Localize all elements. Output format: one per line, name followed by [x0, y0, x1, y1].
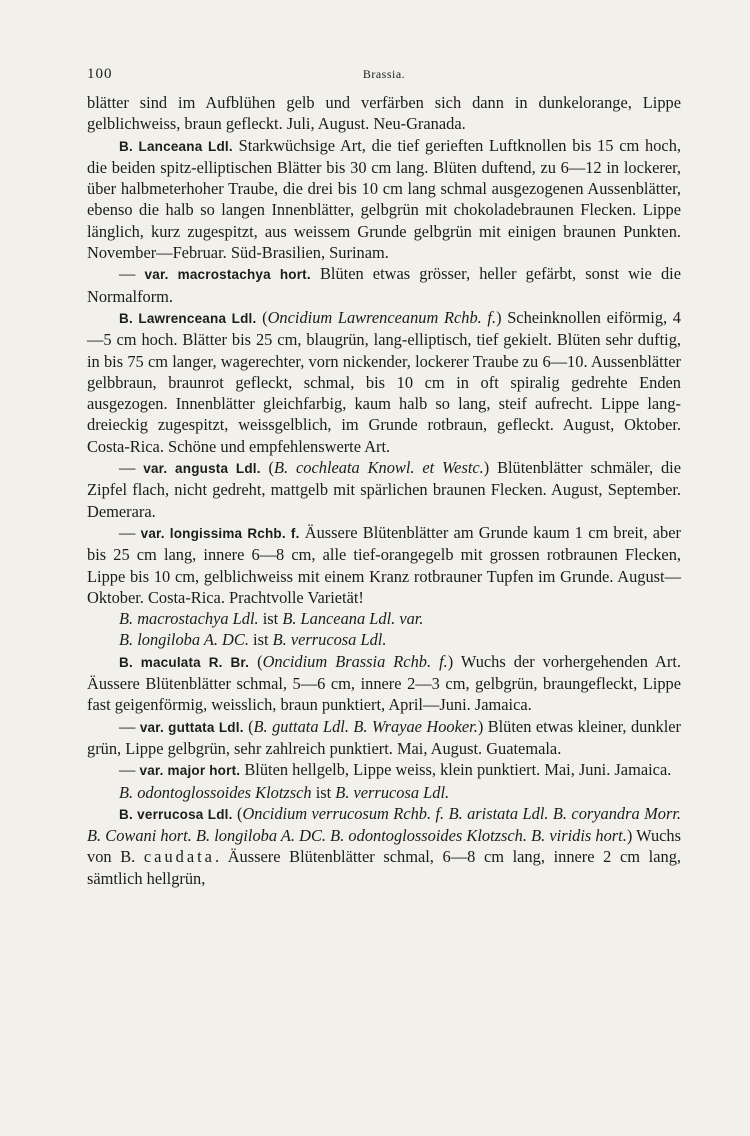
- taxon-name: var. major hort.: [139, 763, 241, 779]
- taxon-name: B. Lanceana Ldl.: [119, 138, 233, 154]
- paragraph: [87, 608, 681, 629]
- run-text: ) Blütenblätter schmäler, die Zipfel flach, nicht gedreht, mattgelb mit spärlichen braunen Flecken. August, September. Demerara.: [87, 458, 681, 521]
- paragraph: [87, 782, 681, 803]
- body-text: [87, 92, 681, 889]
- paragraph: [87, 803, 681, 889]
- synonym-text: Oncidium verrucosum Rchb. f. B. aristata Ldl. B. coryandra Morr. B. Cowani hort. B. longiloba A. DC. B. odontoglossoides Klotzsch. B. viridis hort.: [87, 803, 681, 846]
- synonym-text: Oncidium Lawrenceanum Rchb. f.: [267, 307, 497, 327]
- run-text: B. macrostachya Ldl.: [119, 609, 263, 629]
- synonym-text: Oncidium Brassia Rchb. f.: [262, 651, 448, 671]
- paragraph: [87, 263, 681, 307]
- run-text: . Äussere Blütenblätter schmal, 6—8 cm lang, innere 2 cm lang, sämtlich hellgrün,: [87, 847, 681, 888]
- running-title: Brassia.: [362, 67, 406, 81]
- run-text: (: [256, 307, 268, 327]
- run-text: (: [260, 458, 275, 478]
- run-text: B. verrucosa Ldl.: [331, 782, 450, 802]
- paragraph: [87, 457, 681, 522]
- run-text: B. Lanceana Ldl. var.: [278, 609, 424, 629]
- spaced-name: caudata: [143, 847, 215, 867]
- synonym-text: B. cochleata Knowl. et Westc.: [274, 458, 484, 478]
- taxon-name: var. angusta Ldl.: [143, 461, 261, 477]
- run-text: ) Scheinknollen eiförmig, 4—5 cm hoch. Blätter bis 25 cm, blaugrün, lang-elliptisch, tief gekielt. Blüten sehr duftig, in bis 75 cm langer, wagerechter, vorn nickender, lockerer Traube zu 6—10. Aussenblätter gelbbraun, braunrot gefleckt, schmal, bis 10 cm in oft spiralig gedrehte Enden ausgezogen. Innenblätter gleichfarbig, kaum halb so lang, steif aufrecht. Lippe lang-dreieckig zugespitzt, weissgelblich, im Grunde rotbraun, gefleckt. August, Oktober. Costa-Rica. Schöne und empfehlenswerte Art.: [87, 307, 682, 456]
- run-text: —: [119, 522, 141, 542]
- run-text: (: [249, 651, 263, 671]
- paragraph: [87, 522, 681, 608]
- taxon-name: B. verrucosa Ldl.: [119, 806, 233, 822]
- taxon-name: var. macrostachya hort.: [144, 267, 311, 283]
- run-text: Blüten hellgelb, Lippe weiss, klein punktiert. Mai, Juni. Jamaica.: [240, 760, 672, 780]
- run-text: —: [119, 760, 140, 780]
- run-text: B. odontoglossoides Klotzsch: [119, 782, 316, 802]
- synonym-text: B. guttata Ldl. B. Wrayae Hooker.: [253, 716, 478, 736]
- run-text: (: [243, 716, 254, 736]
- run-text: —: [119, 264, 145, 284]
- page-header: [87, 66, 681, 86]
- taxon-name: var. longissima Rchb. f.: [140, 525, 300, 541]
- connector-text: ist: [253, 630, 269, 650]
- run-text: ) Wuchs von B.: [87, 826, 681, 867]
- run-text: (: [232, 803, 243, 823]
- page-number: 100: [87, 66, 113, 82]
- run-text: B. longiloba A. DC.: [119, 630, 254, 650]
- run-text: ) Wuchs der vorhergehenden Art. Äussere Blütenblätter schmal, 5—6 cm, innere 2—3 cm, gelbgrün, braungefleckt, Lippe fast geigenförmig, weisslich, braun punktiert, April—Juni. Jamaica.: [87, 651, 681, 715]
- run-text: —: [119, 716, 140, 736]
- run-text: Starkwüchsige Art, die tief gerieften Luftknollen bis 15 cm hoch, die beiden spitz-elliptischen Blätter bis 30 cm lang. Blüten duftend, zu 6—12 in lockerer, über halbmeterhoher Traube, die drei bis 10 cm lang schmal ausgezogenen Aussenblätter, ebenso die halb so langen Innenblätter, gelbgrün mit chokoladebraunen Flecken. Lippe länglich, kurz zugespitzt, aus weissem Grunde gelbgrün mit einigen braunen Punkten. November—Februar. Süd-Brasilien, Surinam.: [87, 135, 681, 263]
- paragraph: [87, 629, 681, 650]
- paragraph: [87, 135, 681, 264]
- taxon-name: B. maculata R. Br.: [119, 654, 250, 670]
- run-text: Äussere Blütenblätter am Grunde kaum 1 cm breit, aber bis 25 cm lang, innere 6—8 cm, alle tief-orangegelb mit grossen rotbraunen Flecken, Lippe bis 10 cm, gelblichweiss mit einem Kranz rotbrauner Tupfen im Grunde. August—Oktober. Costa-Rica. Prachtvolle Varietät!: [87, 522, 681, 607]
- taxon-name: var. guttata Ldl.: [139, 719, 244, 735]
- paragraph: [87, 307, 681, 457]
- taxon-name: B. Lawrenceana Ldl.: [119, 310, 257, 326]
- run-text: blätter sind im Aufblühen gelb und verfärben sich dann in dunkelorange, Lippe gelblichweiss, braun gefleckt. Juli, August. Neu-Granada.: [87, 93, 681, 134]
- run-text: ) Blüten etwas kleiner, dunkler grün, Lippe gelbgrün, sehr zahlreich punktiert. Mai, August. Guatemala.: [87, 716, 682, 758]
- paragraph: [87, 716, 681, 760]
- paragraph: [87, 759, 681, 781]
- run-text: —: [119, 458, 144, 478]
- run-text: Blüten etwas grösser, heller gefärbt, sonst wie die Normalform.: [87, 264, 681, 306]
- run-text: B. verrucosa Ldl.: [268, 630, 387, 650]
- connector-text: ist: [315, 782, 332, 802]
- paragraph: [87, 651, 681, 716]
- connector-text: ist: [262, 609, 279, 629]
- paragraph: [87, 92, 681, 135]
